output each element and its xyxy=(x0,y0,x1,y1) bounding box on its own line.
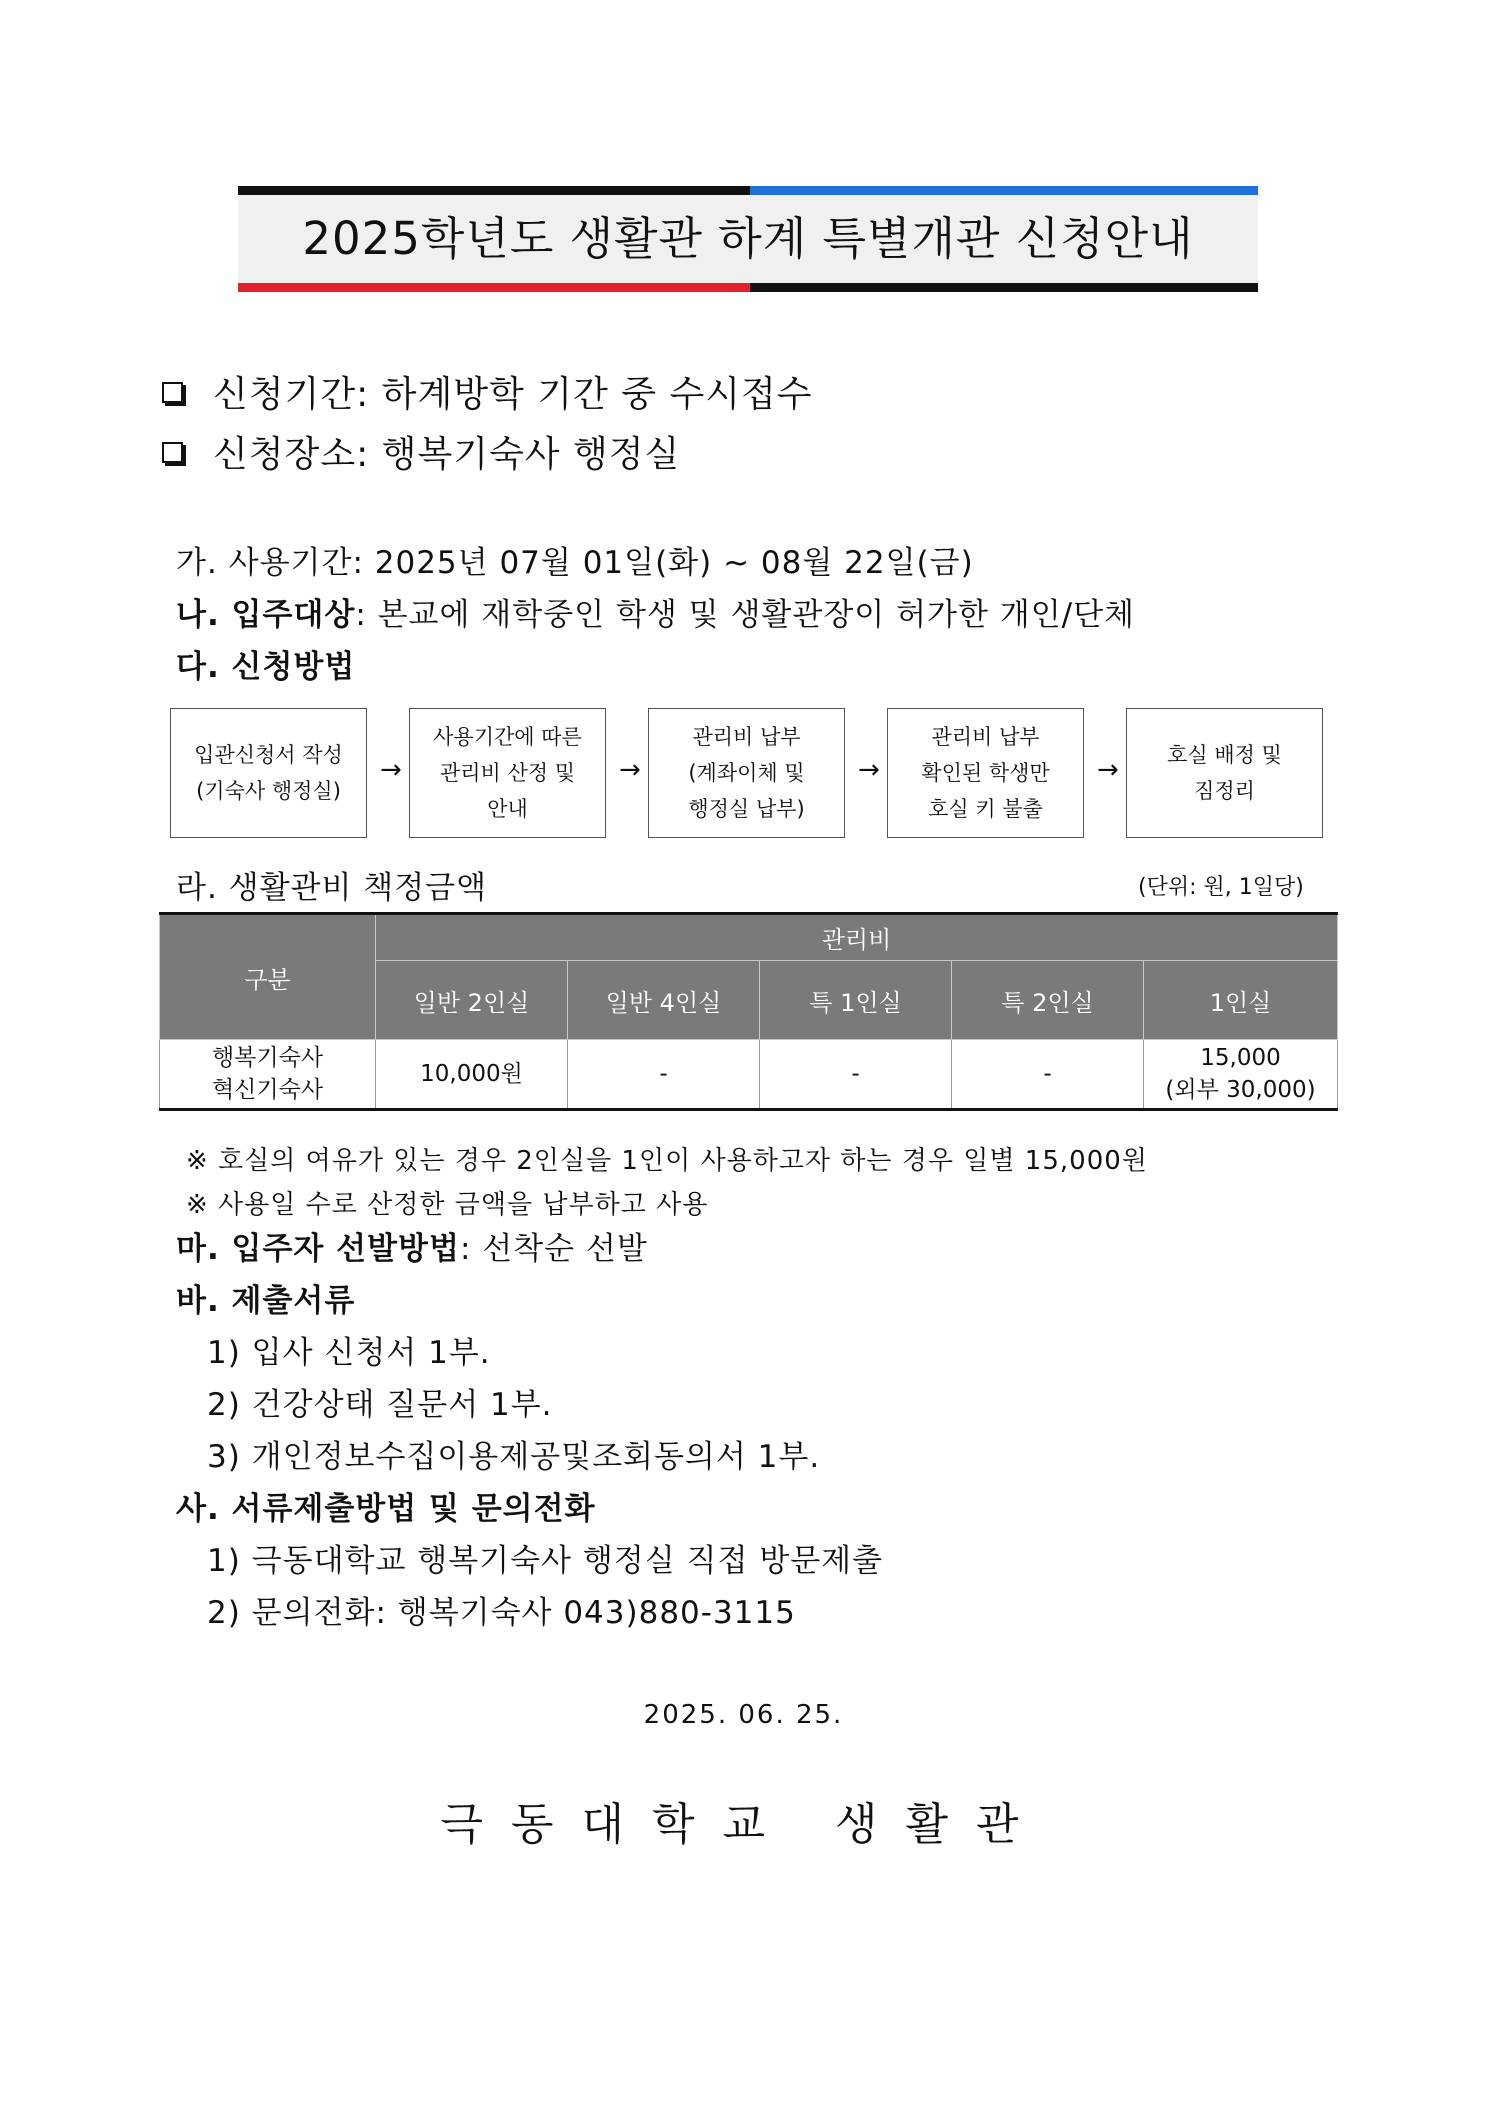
document-item: 3) 개인정보수집이용제공및조회동의서 1부. xyxy=(207,1439,821,1475)
bullet-application-period xyxy=(162,366,813,417)
arrow-right-icon: → xyxy=(380,755,402,785)
document-item: 1) 입사 신청서 1부. xyxy=(207,1335,491,1371)
item-text: : 2025년 07월 01일(화) ~ 08월 22일(금) xyxy=(352,545,974,581)
table-column-header: 특 1인실 xyxy=(760,961,952,1040)
submission-item: 2) 문의전화: 행복기숙사 043)880-3115 xyxy=(207,1595,796,1631)
document-item: 2) 건강상태 질문서 1부. xyxy=(207,1387,553,1423)
title-block xyxy=(238,186,1258,292)
item-selection-method xyxy=(176,1223,648,1268)
item-text: : 선착순 선발 xyxy=(459,1231,648,1267)
item-fee-heading: 라. 생활관비 책정금액 xyxy=(176,870,488,906)
bullet-text: 신청기간: 하계방학 기간 중 수시접수 xyxy=(213,374,813,415)
title-bar-black-bottom xyxy=(750,283,1258,292)
table-cell: - xyxy=(952,1040,1144,1110)
item-label: 마. 입주자 선발방법 xyxy=(176,1231,460,1267)
arrow-right-icon: → xyxy=(858,755,880,785)
item-text: : 본교에 재학중인 학생 및 생활관장이 허가한 개인/단체 xyxy=(355,597,1135,633)
flow-step-5: 호실 배정 및 짐정리 xyxy=(1126,708,1323,838)
document-title: 2025학년도 생활관 하계 특별개관 신청안내 xyxy=(302,212,1194,265)
item-label: 가. 사용기간 xyxy=(176,545,353,581)
table-column-header: 특 2인실 xyxy=(952,961,1144,1040)
table-column-header: 1인실 xyxy=(1144,961,1338,1040)
fee-unit: (단위: 원, 1일당) xyxy=(1138,875,1304,900)
table-cell: 15,000 (외부 30,000) xyxy=(1144,1040,1338,1110)
flow-step-3: 관리비 납부 (계좌이체 및 행정실 납부) xyxy=(648,708,845,838)
table-column-header: 일반 4인실 xyxy=(568,961,760,1040)
bullet-text: 신청장소: 행복기숙사 행정실 xyxy=(213,434,681,475)
checkbox-icon xyxy=(162,442,183,463)
note-line: ※ 사용일 수로 산정한 금액을 납부하고 사용 xyxy=(186,1190,709,1220)
arrow-right-icon: → xyxy=(619,755,641,785)
table-row xyxy=(160,1040,1338,1110)
flow-step-4: 관리비 납부 확인된 학생만 호실 키 불출 xyxy=(887,708,1084,838)
fee-table xyxy=(159,912,1338,1111)
table-cell: - xyxy=(568,1040,760,1110)
submission-item: 1) 극동대학교 행복기숙사 행정실 직접 방문제출 xyxy=(207,1543,884,1579)
flow-step-1: 입관신청서 작성 (기숙사 행정실) xyxy=(170,708,367,838)
item-eligibility xyxy=(176,589,1135,634)
item-usage-period xyxy=(176,537,974,582)
table-group-header: 관리비 xyxy=(376,914,1338,961)
table-row-label: 행복기숙사 혁신기숙사 xyxy=(160,1040,376,1110)
note-line: ※ 호실의 여유가 있는 경우 2인실을 1인이 사용하고자 하는 경우 일별 15,000원 xyxy=(186,1146,1148,1176)
table-corner-header: 구분 xyxy=(160,914,376,1040)
item-label: 나. 입주대상 xyxy=(176,597,356,633)
item-submission-contact: 사. 서류제출방법 및 문의전화 xyxy=(176,1491,596,1527)
issuer-name: 극동대학교 생활관 xyxy=(440,1799,1047,1850)
title-bar-black-top xyxy=(238,186,750,195)
document-date: 2025. 06. 25. xyxy=(643,1700,844,1730)
item-documents: 바. 제출서류 xyxy=(176,1283,356,1319)
flow-step-2: 사용기간에 따른 관리비 산정 및 안내 xyxy=(409,708,606,838)
checkbox-icon xyxy=(162,382,183,403)
table-cell: - xyxy=(760,1040,952,1110)
item-application-method: 다. 신청방법 xyxy=(176,649,356,685)
arrow-right-icon: → xyxy=(1097,755,1119,785)
title-bar-blue-top xyxy=(750,186,1258,195)
title-bar-red-bottom xyxy=(238,283,750,292)
bullet-application-place xyxy=(162,426,680,477)
table-cell: 10,000원 xyxy=(376,1040,568,1110)
table-column-header: 일반 2인실 xyxy=(376,961,568,1040)
